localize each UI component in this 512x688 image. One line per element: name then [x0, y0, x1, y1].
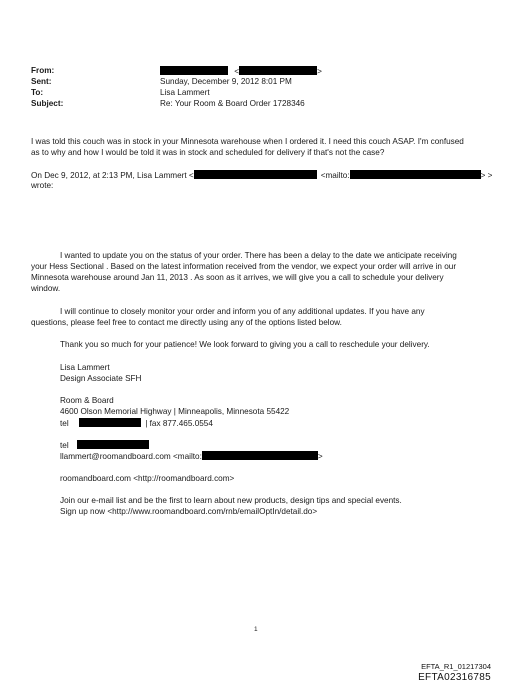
quote-header: On Dec 9, 2012, at 2:13 PM, Lisa Lammert < <mailto: > >: [31, 171, 493, 180]
sent-value: Sunday, December 9, 2012 8:01 PM: [160, 77, 292, 86]
signature-address: 4600 Olson Memorial Highway | Minneapolis, Minnesota 55422: [60, 407, 290, 416]
signature-website: roomandboard.com <http://roomandboard.com>: [60, 474, 235, 483]
to-label: To:: [31, 88, 44, 97]
redaction-bar: [202, 451, 318, 460]
footer-id-secondary: EFTA02316785: [418, 672, 491, 683]
subject-value: Re: Your Room & Board Order 1728346: [160, 99, 305, 108]
body-line: as to why and how I would be told it was in stock and scheduled for delivery if that's not the case?: [31, 148, 385, 157]
to-value: Lisa Lammert: [160, 88, 210, 97]
body-line: I wanted to update you on the status of your order. There has been a delay to the date we anticipate receiving: [60, 251, 457, 260]
quote-wrote: wrote:: [31, 181, 54, 190]
redaction-bar: [350, 170, 481, 179]
signature-tel-fax: tel | fax 877.465.0554: [60, 419, 213, 428]
redaction-bar: [79, 418, 141, 427]
body-line: Thank you so much for your patience! We look forward to giving you a call to reschedule your delivery.: [60, 340, 430, 349]
body-line: I will continue to closely monitor your order and inform you of any additional updates. If you have any: [60, 307, 425, 316]
subject-label: Subject:: [31, 99, 64, 108]
signature-email: llammert@roomandboard.com <mailto: >: [60, 452, 323, 461]
promo-link: Sign up now <http://www.roomandboard.com/rnb/emailOptIn/detail.do>: [60, 507, 318, 516]
signature-title: Design Associate SFH: [60, 374, 142, 383]
sent-label: Sent:: [31, 77, 52, 86]
from-label: From:: [31, 66, 55, 75]
signature-name: Lisa Lammert: [60, 363, 110, 372]
redaction-bar: [239, 66, 317, 75]
page-number: 1: [254, 626, 258, 633]
footer-id-primary: EFTA_R1_01217304: [421, 662, 491, 671]
signature-company: Room & Board: [60, 396, 114, 405]
redaction-bar: [160, 66, 228, 75]
redaction-bar: [77, 440, 149, 449]
body-line: window.: [31, 284, 61, 293]
promo-line: Join our e-mail list and be the first to learn about new products, design tips and special events.: [60, 496, 402, 505]
signature-tel2: tel: [60, 440, 149, 452]
from-value: < >: [160, 66, 322, 78]
redaction-bar: [194, 170, 317, 179]
body-line: questions, please feel free to contact me directly using any of the options listed below.: [31, 318, 342, 327]
body-line: your Hess Sectional . Based on the latest information received from the vendor, we expect your order will arrive in our: [31, 262, 457, 271]
body-line: I was told this couch was in stock in your Minnesota warehouse when I ordered it. I need this couch ASAP. I'm confused: [31, 137, 464, 146]
body-line: Minnesota warehouse around Jan 11, 2013 . As soon as it arrives, we will give you a call to schedule your delivery: [31, 273, 444, 282]
